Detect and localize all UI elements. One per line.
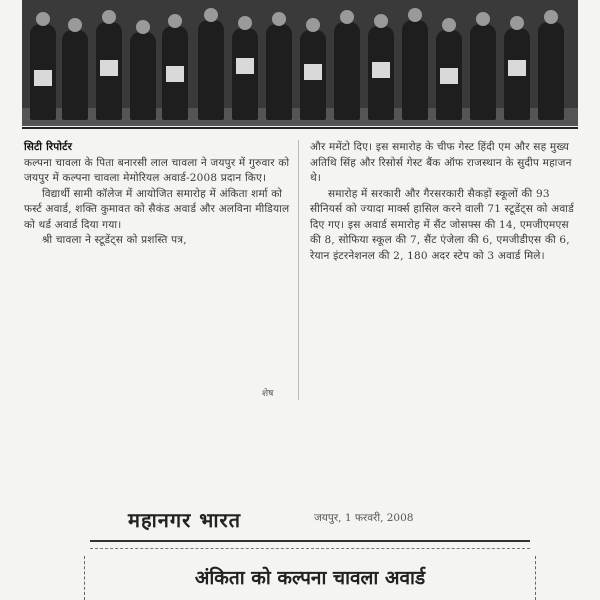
article-continued: शेष — [262, 389, 274, 399]
article-headline: अंकिता को कल्पना चावला अवार्ड — [194, 567, 426, 589]
photo-rule — [22, 127, 578, 129]
newspaper-masthead — [128, 506, 508, 530]
article-left-column — [24, 140, 292, 249]
article-dateline: सिटी रिपोर्टर — [24, 141, 73, 153]
column-divider — [298, 140, 299, 400]
article-paragraph-1: कल्पना चावला के पिता बनारसी लाल चावला ने जयपुर में गुरुवार को जयपुर में कल्पना चावला मेमोरियल अवार्ड-2008 प्रदान किए। — [24, 156, 290, 184]
article-paragraph-2: विद्यार्थी सामी कॉलेज में आयोजित समारोह में अंकिता शर्मा को फर्स्ट अवार्ड, शक्ति कुमावत को सैकंड अवार्ड और अलविना मीडियाल को थर्ड अवार्ड दिया गया। — [24, 187, 290, 231]
masthead-rule — [90, 540, 530, 549]
newspaper-date: जयपुर, 1 फरवरी, 2008 — [314, 512, 414, 524]
news-photo — [22, 0, 578, 126]
article-paragraph-3: श्री चावला ने स्टूडेंट्स को प्रशस्ति पत्र, — [42, 234, 187, 246]
headline-box — [84, 556, 536, 600]
article-right-column — [310, 140, 580, 264]
newspaper-name: महानगर भारत — [128, 508, 242, 532]
article-paragraph-5: समारोह में सरकारी और गैरसरकारी सैकड़ों स्कूलों की 93 सीनियर्स को ज्यादा मार्क्स हासिल करने वाली 71 स्टूडेंट्स को अवार्ड दिए गए। इस अवार्ड समारोह में सैंट जोसफ्स की 14, एमजीएमएस की 8, सोफिया स्कूल की 7, सैंट एंजेला की 6, एमजीडीएस की 6, रेयान इंटरनेशनल की 2, 180 अदर स्टेप को 3 अवार्ड मिले। — [310, 187, 574, 262]
article-paragraph-4: और ममेंटो दिए। इस समारोह के चीफ गेस्ट हिंदी एम और सह मुख्य अतिथि सिंह और रिसोर्स गेस्ट बैंक ऑफ राजस्थान के सुदीप महाजन थे। — [310, 141, 572, 184]
